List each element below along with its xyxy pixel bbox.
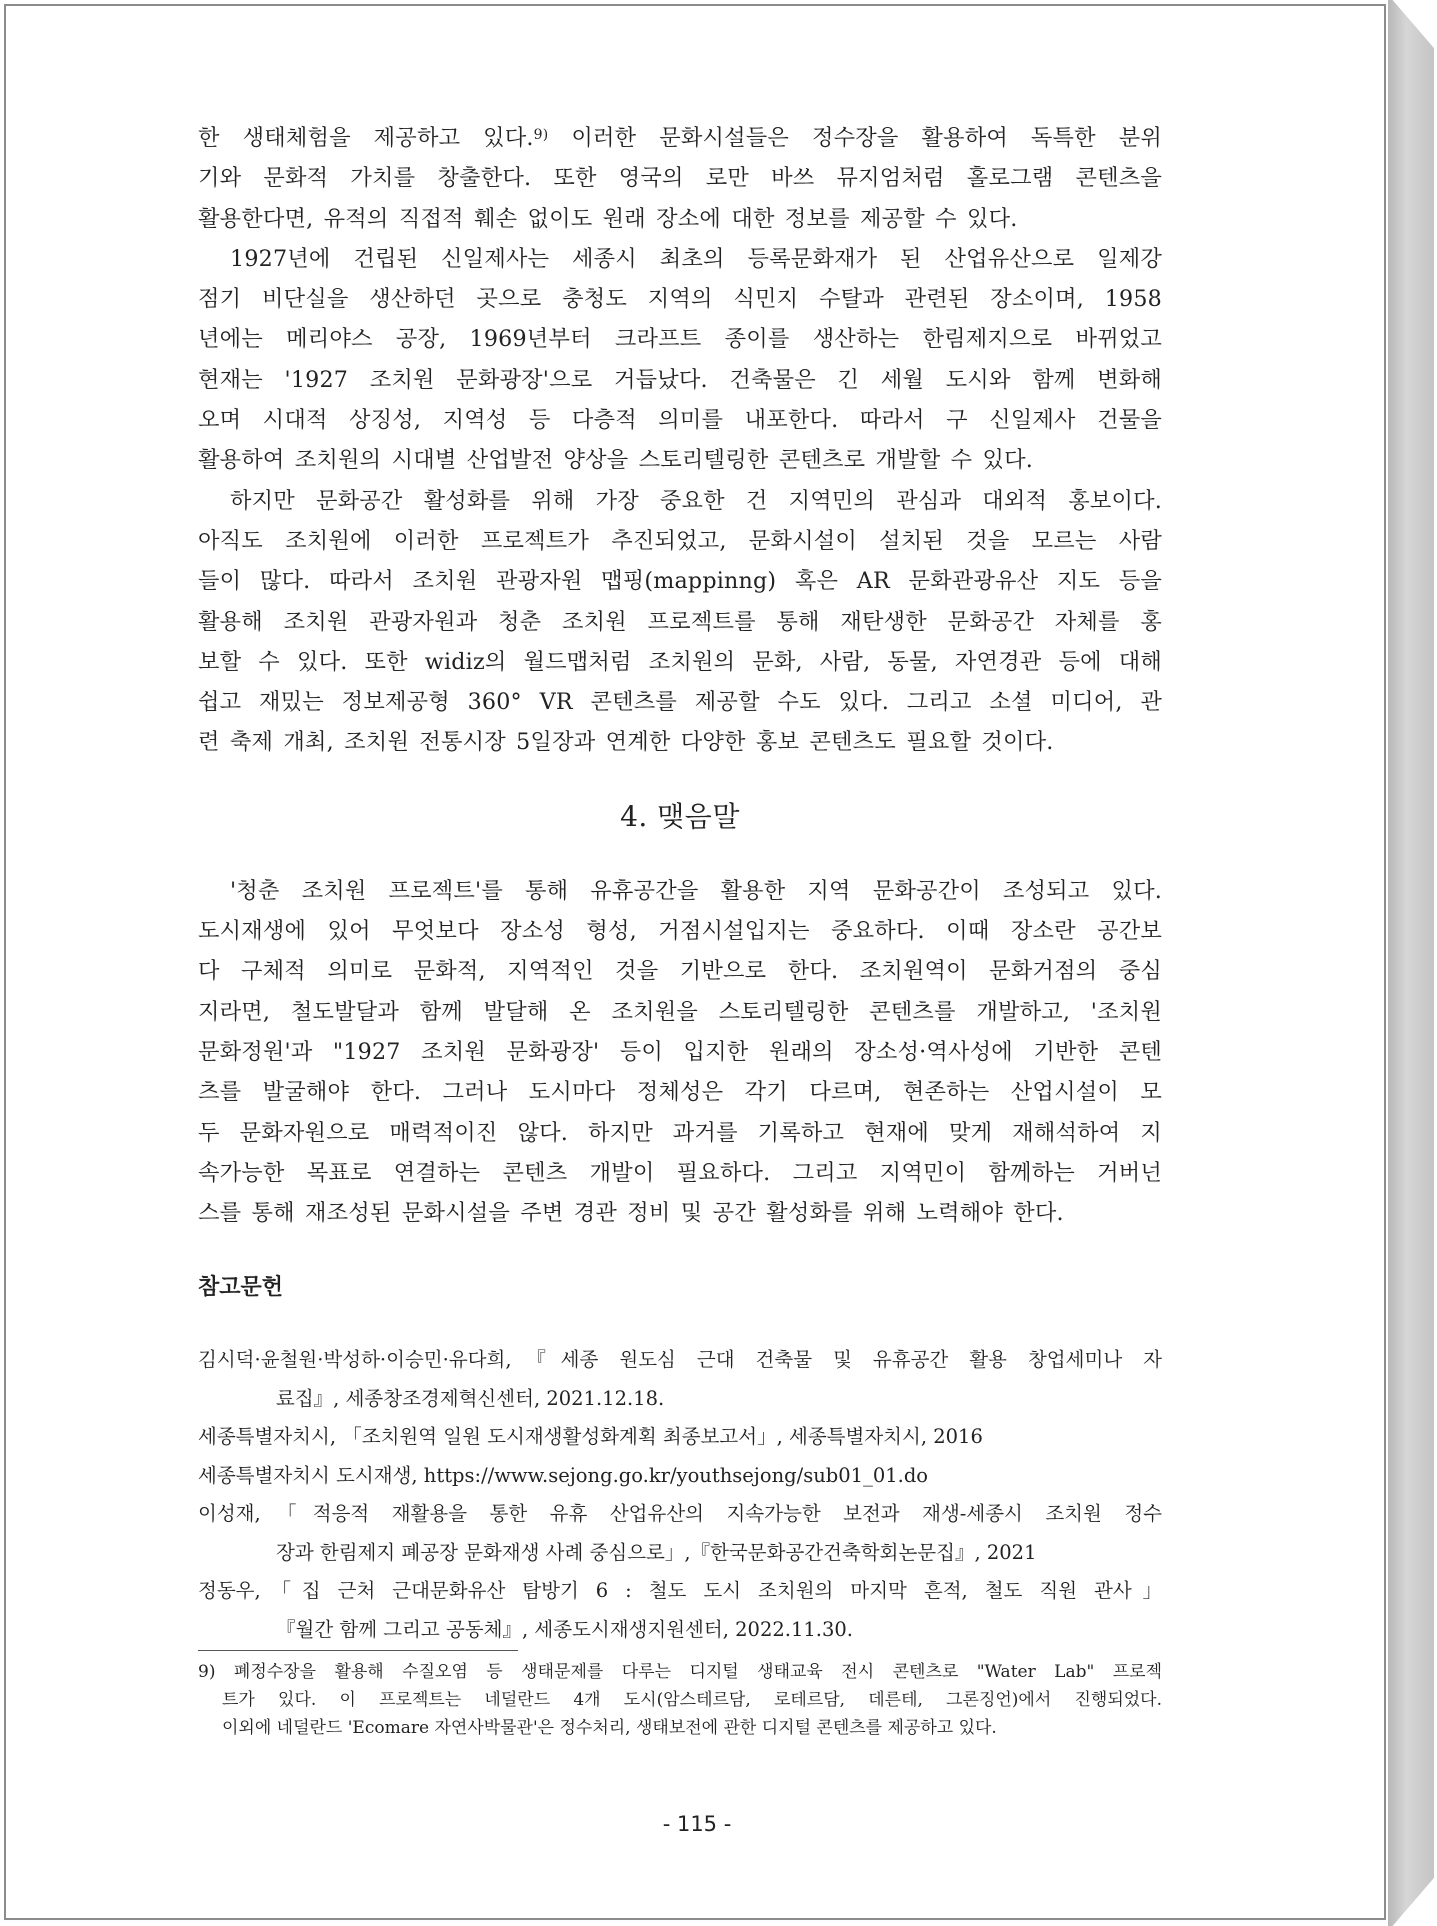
- reference-item: [198, 1495, 1162, 1572]
- reference-item: [198, 1457, 1162, 1496]
- paragraph-line: 도시재생에 있어 무엇보다 장소성 형성, 거점시설입지는 중요하다. 이때 장소란 공간보: [198, 918, 1162, 945]
- paragraph-line: 한 생태체험을 제공하고 있다.$^{9)}$ 이러한 문화시설들은 정수장을 활용하여 독특한 분위: [198, 125, 1163, 151]
- section-heading: 4. 맺음말: [620, 799, 740, 833]
- paragraph-line: 속가능한 목표로 연결하는 콘텐츠 개발이 필요하다. 그리고 지역민이 함께하는 거버넌: [198, 1159, 1162, 1186]
- document-page: [4, 4, 1386, 1920]
- footnote-line: 9) 폐정수장을 활용해 수질오염 등 생태문제를 다루는 디지털 생태교육 전시 콘텐츠로 "Water Lab" 프로젝: [198, 1662, 1162, 1682]
- footnote-line: 트가 있다. 이 프로젝트는 네덜란드 4개 도시(암스테르담, 로테르담, 데른테, 그론징언)에서 진행되었다.: [222, 1690, 1162, 1710]
- paragraph-line: 점기 비단실을 생산하던 곳으로 충청도 지역의 식민지 수탈과 관련된 장소이며, 1958: [198, 286, 1162, 313]
- reference-line: 정동우,「집 근처 근대문화유산 탐방기 6 : 철도 도시 조치원의 마지막 흔적, 철도 직원 관사」: [198, 1579, 1162, 1603]
- page-number: - 115 -: [662, 1812, 732, 1836]
- paragraph-line: 하지만 문화공간 활성화를 위해 가장 중요한 건 지역민의 관심과 대외적 홍보이다.: [230, 487, 1162, 514]
- references-heading: 참고문헌: [198, 1275, 284, 1301]
- paragraph-line: 련 축제 개최, 조치원 전통시장 5일장과 연계한 다양한 홍보 콘텐츠도 필요할 것이다.: [198, 729, 1054, 756]
- paragraph-line: 1927년에 건립된 신일제사는 세종시 최초의 등록문화재가 된 산업유산으로 일제강: [230, 245, 1162, 272]
- paragraph-line: 활용해 조치원 관광자원과 청춘 조치원 프로젝트를 통해 재탄생한 문화공간 자체를 홍: [198, 608, 1162, 635]
- paragraph-line: 보할 수 있다. 또한 widiz의 월드맵처럼 조치원의 문화, 사람, 동물, 자연경관 등에 대해: [198, 648, 1162, 675]
- paragraph-line: 활용한다면, 유적의 직접적 훼손 없이도 원래 장소에 대한 정보를 제공할 수 있다.: [198, 205, 1018, 232]
- paragraph-line: 아직도 조치원에 이러한 프로젝트가 추진되었고, 문화시설이 설치된 것을 모르는 사람: [198, 527, 1162, 554]
- reference-item: [198, 1341, 1162, 1418]
- paragraph-line: 오며 시대적 상징성, 지역성 등 다층적 의미를 내포한다. 따라서 구 신일제사 건물을: [198, 407, 1162, 434]
- paragraph-line: 다 구체적 의미로 문화적, 지역적인 것을 기반으로 한다. 조치원역이 문화거점의 중심: [198, 958, 1162, 985]
- reference-url-line[interactable]: 세종특별자치시 도시재생, https://www.sejong.go.kr/youthsejong/sub01_01.do: [198, 1463, 929, 1487]
- paragraph-line: 문화정원'과 "1927 조치원 문화광장' 등이 입지한 원래의 장소성·역사성에 기반한 콘텐: [198, 1038, 1162, 1065]
- paragraph-line: 현재는 '1927 조치원 문화광장'으로 거듭났다. 건축물은 긴 세월 도시와 함께 변화해: [198, 366, 1162, 393]
- spacer: [198, 837, 1162, 871]
- conclusion-paragraph: [198, 871, 1162, 1234]
- paragraph-line: 츠를 발굴해야 한다. 그러나 도시마다 정체성은 각기 다르며, 현존하는 산업시설이 모: [198, 1079, 1162, 1106]
- footnote-line: 이외에 네덜란드 'Ecomare 자연사박물관'은 정수처리, 생태보전에 관한 디지털 콘텐츠를 제공하고 있다.: [222, 1718, 997, 1738]
- footnote-reference-9[interactable]: 9): [533, 127, 549, 143]
- paragraph-line: 기와 문화적 가치를 창출한다. 또한 영국의 로만 바쓰 뮤지엄처럼 홀로그램 콘텐츠을: [198, 165, 1162, 192]
- page-content: [198, 118, 1162, 1649]
- reference-item: [198, 1572, 1162, 1649]
- reference-line: 료집』, 세종창조경제혁신센터, 2021.12.18.: [276, 1386, 665, 1410]
- paragraph-line: 지라면, 철도발달과 함께 발달해 온 조치원을 스토리텔링한 콘텐츠를 개발하고, '조치원: [198, 998, 1162, 1025]
- footnote-9: [198, 1658, 1162, 1742]
- body-paragraph-1: [198, 118, 1162, 239]
- paragraph-line: 활용하여 조치원의 시대별 산업발전 양상을 스토리텔링한 콘텐츠로 개발할 수 있다.: [198, 447, 1034, 474]
- references-list: [198, 1341, 1162, 1649]
- paragraph-line: '청춘 조치원 프로젝트'를 통해 유휴공간을 활용한 지역 문화공간이 조성되고 있다.: [230, 877, 1162, 904]
- reference-line: 김시덕·윤철원·박성하·이승민·유다희,『세종 원도심 근대 건축물 및 유휴공간 활용 창업세미나 자: [198, 1348, 1162, 1372]
- paragraph-line: 쉽고 재밌는 정보제공형 360° VR 콘텐츠를 제공할 수도 있다. 그리고 소셜 미디어, 관: [198, 689, 1162, 716]
- footnote-divider: [198, 1650, 518, 1651]
- reference-line: 이성재,「적응적 재활용을 통한 유휴 산업유산의 지속가능한 보전과 재생-세종시 조치원 정수: [198, 1502, 1162, 1526]
- reference-line: 장과 한림제지 폐공장 문화재생 사례 중심으로」,『한국문화공간건축학회논문집』, 2021: [276, 1540, 1037, 1564]
- body-paragraph-2: [198, 239, 1162, 481]
- paragraph-line: 스를 통해 재조성된 문화시설을 주변 경관 정비 및 공간 활성화를 위해 노력해야 한다.: [198, 1200, 1064, 1227]
- paragraph-line: 들이 많다. 따라서 조치원 관광자원 맵핑(mappinng) 혹은 AR 문화관광유산 지도 등을: [198, 568, 1162, 595]
- page-edge-shadow: [1388, 0, 1434, 1926]
- reference-item: [198, 1418, 1162, 1457]
- spacer: [198, 1233, 1162, 1273]
- reference-line: 세종특별자치시, 「조치원역 일원 도시재생활성화계획 최종보고서」, 세종특별자치시, 2016: [198, 1425, 983, 1449]
- paragraph-line: 두 문화자원으로 매력적이진 않다. 하지만 과거를 기록하고 현재에 맞게 재해석하여 지: [198, 1119, 1162, 1146]
- paragraph-line: 년에는 메리야스 공장, 1969년부터 크라프트 종이를 생산하는 한림제지으로 바뀌었고: [198, 326, 1162, 353]
- spacer: [198, 1303, 1162, 1341]
- reference-line: 『월간 함께 그리고 공동체』, 세종도시재생지원센터, 2022.11.30.: [276, 1617, 853, 1641]
- spacer: [198, 763, 1162, 797]
- body-paragraph-3: [198, 481, 1162, 763]
